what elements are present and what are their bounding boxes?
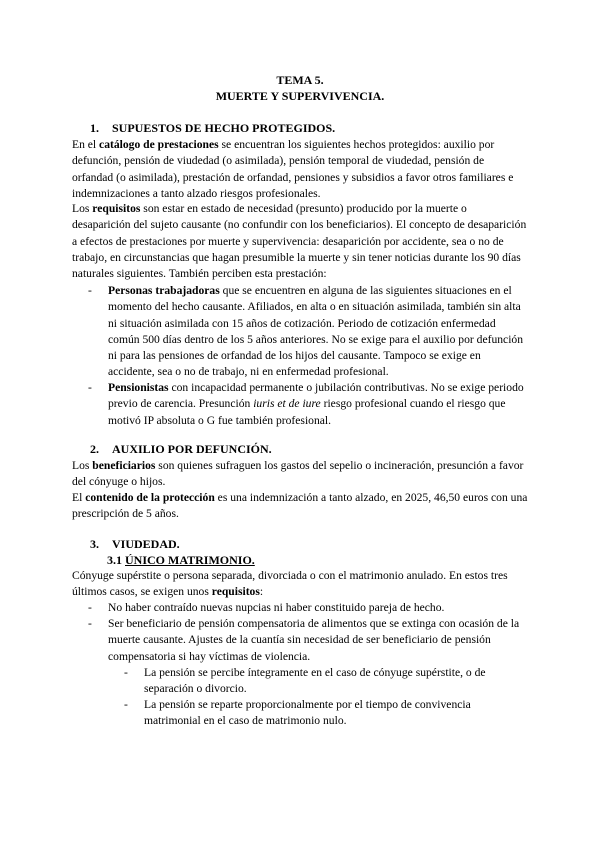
section-1-bullet-2: [88, 380, 528, 429]
section-3-bullet-2: [88, 616, 528, 665]
bold-term: contenido de la protección: [85, 491, 215, 504]
bold-term: Personas trabajadoras: [108, 284, 220, 297]
bold-term: catálogo de prestaciones: [99, 138, 219, 151]
title-line-1: TEMA 5.: [276, 73, 324, 87]
section-3-1-title: ÚNICO MATRIMONIO.: [125, 553, 255, 567]
document-title: [0, 72, 600, 105]
section-2-paragraph-2: [72, 490, 528, 523]
section-3-bullet-1: [88, 600, 528, 616]
bullet-text: La pensión se reparte proporcionalmente por el tiempo de convivencia matrimonial en el caso de matrimonio nulo.: [144, 698, 471, 728]
text-run: Cónyuge supérstite o persona separada, divorciada o con el matrimonio anulado. En estos tres últimos casos, se exigen unos: [72, 569, 508, 599]
text-run: El: [72, 491, 86, 504]
bold-term: Pensionistas: [108, 381, 169, 394]
section-1-paragraph-1: [72, 137, 528, 202]
text-run: En el: [72, 138, 100, 151]
section-3-subbullet-1: [124, 665, 528, 698]
text-run: que se encuentren en alguna de las siguientes situaciones en el momento del hecho causante. Afiliados, en alta o en situación asimilada, también sin alta ni situación asimilada con 15 años de cotización. Periodo de cotización enfermedad común 500 días dentro de los 5 años anteriores. No se exige para el auxilio por defunción ni para las pensiones de orfandad de los hijos del causante. Tampoco se exige en accidente, sea o no de trabajo, ni en enfermedad profesional.: [108, 284, 524, 379]
section-1-number: 1.: [90, 121, 99, 135]
section-3-title: VIUDEDAD.: [112, 537, 180, 551]
bullet-text: Ser beneficiario de pensión compensatoria de alimentos que se extinga con ocasión de la muerte causante. Ajustes de la cuantía sin necesidad de ser beneficiario de pensión compensatoria si hay víctimas de violencia.: [108, 617, 520, 663]
section-1-paragraph-2: [72, 201, 528, 282]
text-run: :: [259, 585, 264, 599]
bold-term: beneficiarios: [92, 459, 156, 472]
title-line-2: MUERTE Y SUPERVIVENCIA.: [215, 89, 385, 104]
section-2-number: 2.: [90, 442, 99, 456]
section-2-title: AUXILIO POR DEFUNCIÓN.: [112, 442, 272, 456]
section-2-paragraph-1: [72, 458, 528, 491]
section-3-1-heading: [107, 552, 255, 568]
text-run: son quienes sufraguen los gastos del sepelio o incineración, presunción a favor del cónyuge o hijos.: [72, 459, 524, 489]
bullet-text: No haber contraído nuevas nupcias ni haber constituido pareja de hecho.: [108, 601, 445, 614]
section-2-heading: [90, 441, 272, 457]
bullet-dash: -: [124, 698, 128, 711]
section-1-heading: [90, 120, 335, 136]
text-run: se encuentran los siguientes hechos protegidos: auxilio por defunción, pensión de viudedad (o asimilada), pensión temporal de viudedad, pensión de orfandad (o asimilada), prestación de orfandad, pensiones y subsidios a favor otros familiares e indemnizaciones a tanto alzado riesgos profesionales.: [72, 138, 514, 200]
text-run: riesgo profesional cuando el riesgo que motivó IP absoluta o G fue también profesional.: [108, 397, 506, 427]
text-run: es una indemnización a tanto alzado, en 2025, 46,50 euros con una prescripción de 5 años.: [72, 491, 528, 521]
bullet-dash: -: [88, 381, 92, 394]
section-3-number: 3.: [90, 537, 99, 551]
bullet-text: La pensión se percibe íntegramente en el caso de cónyuge supérstite, o de separación o divorcio.: [144, 666, 486, 696]
text-run: Los: [72, 202, 93, 215]
section-3-1-number: 3.1: [107, 553, 125, 567]
bullet-dash: -: [88, 284, 92, 297]
bold-term: requisitos: [92, 202, 141, 215]
bullet-dash: -: [124, 666, 128, 679]
bullet-dash: -: [88, 601, 92, 614]
bullet-dash: -: [88, 617, 92, 630]
text-run: con incapacidad permanente o jubilación contributivas. No se exige periodo previo de carencia. Presunción: [108, 381, 524, 411]
section-3-subbullet-2: [124, 697, 528, 730]
text-run: Los: [72, 459, 93, 472]
bold-term: requisitos: [211, 585, 260, 599]
section-3-paragraph-1: [72, 568, 528, 601]
text-run: son estar en estado de necesidad (presunto) producido por la muerte o desaparición del sujeto causante (no confundir con los beneficiarios). El concepto de desaparición a efectos de prestaciones por muerte y supervivencia: desaparición por accidente, sea o no de trabajo, en circunstancias que hagan presumible la muerte y sin tener noticias durante los 90 días naturales siguientes. También perciben esta prestación:: [72, 202, 527, 281]
section-3-heading: [90, 536, 180, 552]
section-1-bullet-1: [88, 283, 528, 381]
section-1-title: SUPUESTOS DE HECHO PROTEGIDOS.: [112, 121, 336, 135]
italic-term: iuris et de iure: [253, 397, 321, 411]
